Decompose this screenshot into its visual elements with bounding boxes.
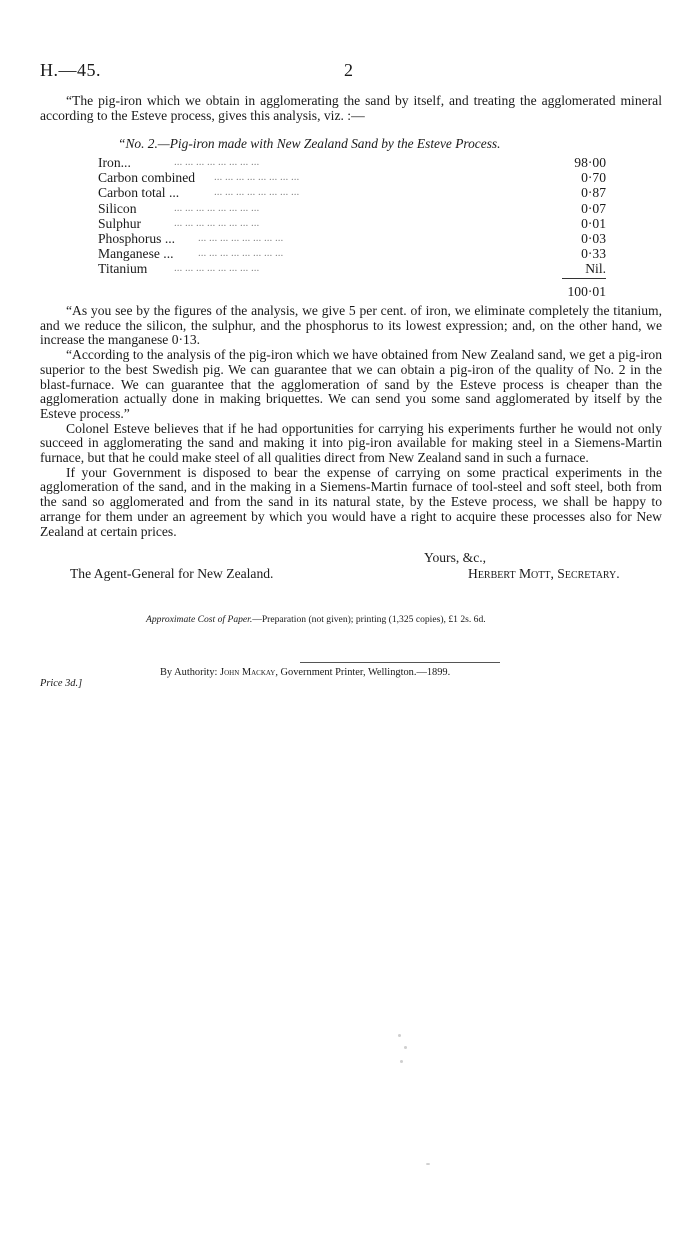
- row-value: 0·33: [581, 246, 606, 262]
- dot-leader: ... ... ... ... ... ... ... ...: [174, 262, 260, 275]
- row-label: Silicon: [98, 200, 137, 216]
- imprint-rule: [300, 662, 500, 663]
- row-label: Sulphur: [98, 215, 142, 231]
- analysis-title: “No. 2.—Pig-iron made with New Zealand Sand by the Esteve Process.: [118, 136, 501, 151]
- total-rule: [562, 278, 606, 279]
- row-value: 0·03: [581, 230, 606, 246]
- row-label: Iron...: [98, 155, 131, 170]
- analysis-total: 100·01: [567, 284, 606, 299]
- table-row: [98, 170, 608, 185]
- page-number: 2: [344, 60, 353, 80]
- printer-imprint: [160, 667, 450, 678]
- dot-leader: ... ... ... ... ... ... ... ...: [174, 201, 260, 214]
- scan-speck: [404, 1046, 407, 1049]
- printer-name: John Mackay: [220, 667, 276, 678]
- scan-speck: [426, 1163, 430, 1165]
- row-label: Titanium: [98, 261, 148, 277]
- table-row: [98, 231, 608, 246]
- letter-body: [40, 304, 662, 539]
- paragraph-guarantee: “According to the analysis of the pig-iron which we have obtained from New Zealand sand, we get a pig-iron superior to the best Swedish pig. We can guarantee that we can obtain a pig-iron of the quality of No. 2 in the blast-furnace. We can guarantee that the agglomeration of sand by the Esteve process is cheaper than the agglomeration actually done in making briquettes. We can send you some sand agglomerated by itself by the Esteve process.”: [40, 347, 662, 421]
- table-row: [98, 185, 608, 200]
- paragraph-analysis-figures: “As you see by the figures of the analysis, we give 5 per cent. of iron, we eliminate completely the titanium, and we reduce the silicon, the sulphur, and the phosphorus to its lowest expression; and, on the other hand, we increase the manganese 0·13.: [40, 303, 662, 348]
- row-value: Nil.: [585, 261, 606, 277]
- cost-note: [146, 614, 486, 625]
- signatory: Herbert Mott, Secretary.: [468, 566, 620, 581]
- valediction: Yours, &c.,: [424, 550, 487, 565]
- imprint-prefix: By Authority:: [160, 667, 221, 678]
- analysis-table: [98, 155, 608, 277]
- row-label: Carbon total ...: [98, 185, 180, 201]
- row-value: 0·01: [581, 215, 606, 231]
- table-row: [98, 261, 608, 276]
- table-row: [98, 216, 608, 231]
- paragraph-government-offer: If your Government is disposed to bear the expense of carrying on some practical experiments in the agglomeration of the sand, and in the making in a Siemens-Martin furnace of tool-steel and soft steel, both from the sand so agglomerated and from the sand in its natural state, by the Esteve process, we shall be happy to arrange for them under an agreement by which you would have a right to acquire these processes also for New Zealand at certain prices.: [40, 464, 662, 539]
- intro-paragraph: [40, 94, 662, 123]
- row-value: 0·87: [581, 185, 606, 201]
- row-value: 98·00: [574, 155, 606, 170]
- addressee: The Agent-General for New Zealand.: [70, 566, 274, 581]
- table-row: [98, 155, 608, 170]
- scan-speck: [400, 1060, 403, 1063]
- row-label: Manganese ...: [98, 246, 174, 262]
- cost-text: —Preparation (not given); printing (1,325 copies), £1 2s. 6d.: [252, 614, 486, 625]
- table-row: [98, 201, 608, 216]
- row-label: Phosphorus ...: [98, 230, 176, 246]
- page-reference: H.—45.: [40, 60, 101, 80]
- cost-label: Approximate Cost of Paper.: [146, 614, 253, 625]
- dot-leader: ... ... ... ... ... ... ... ...: [198, 247, 284, 260]
- row-label: Carbon combined: [98, 170, 196, 186]
- dot-leader: ... ... ... ... ... ... ... ...: [214, 186, 300, 199]
- row-value: 0·70: [581, 170, 606, 186]
- imprint-suffix: , Government Printer, Wellington.—1899.: [275, 667, 451, 678]
- scan-speck: [398, 1034, 401, 1037]
- dot-leader: ... ... ... ... ... ... ... ...: [174, 156, 260, 168]
- dot-leader: ... ... ... ... ... ... ... ...: [198, 231, 284, 244]
- price: Price 3d.]: [40, 678, 83, 689]
- paragraph-colonel-esteve: Colonel Esteve believes that if he had opportunities for carrying his experiments further he would not only succeed in agglomerating the sand and making it into pig-iron available for making steel in a Siemens-Martin furnace, but that he could make steel of all qualities direct from New Zealand sand in such a furnace.: [40, 420, 662, 466]
- table-row: [98, 246, 608, 261]
- row-value: 0·07: [581, 200, 606, 216]
- dot-leader: ... ... ... ... ... ... ... ...: [214, 171, 300, 184]
- intro-text: “The pig-iron which we obtain in agglomerating the sand by itself, and treating the agglomerated mineral according to the Esteve process, gives this analysis, viz. :—: [40, 93, 662, 123]
- dot-leader: ... ... ... ... ... ... ... ...: [174, 216, 260, 229]
